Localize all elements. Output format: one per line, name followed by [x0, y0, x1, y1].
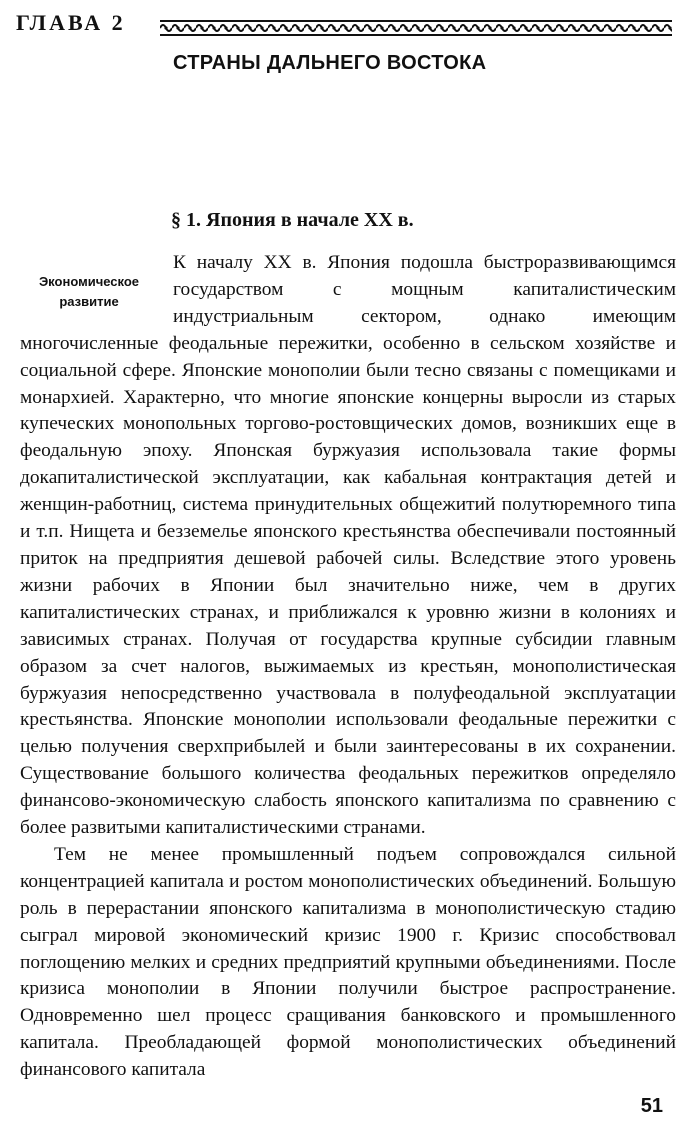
margin-note-space [20, 250, 173, 330]
margin-note-line1: Экономическое [38, 274, 140, 289]
paragraph-2: Тем не менее промышленный подъем сопровождался сильной концентрацией капитала и ростом монополистических объединений. Большую роль в перерастании японского капитализма в монополистическую стадию сыграл мировой экономический кризис 1900 г. Кризис способствовал поглощению мелких и средних предприятий крупными объединениями. После кризиса монополии в Японии получили быстрое распространение. Одновременно шел процесс сращивания банковского и промышленного капитала. Преобладающей формой монополистических объединений финансового капитала [20, 843, 676, 1081]
body-text [20, 250, 676, 1084]
page-number: 51 [640, 1095, 663, 1117]
section-title: § 1. Япония в начале XX в. [171, 209, 414, 231]
chapter-title: СТРАНЫ ДАЛЬНЕГО ВОСТОКА [173, 52, 487, 74]
decorative-ornament-band [160, 20, 672, 36]
chapter-label: ГЛАВА 2 [16, 10, 126, 35]
paragraph-1: К началу XX в. Япония подошла быстроразвивающимся государством с мощным капиталистическим индустриальным сектором, однако имеющим многочисленные феодальные пережитки, особенно в сельском хозяйстве и социальной сфере. Японские монополии были тесно связаны с помещиками и монархией. Характерно, что многие японские концерны выросли из старых купеческих монопольных торгово-ростовщических домов, возникших еще в феодальную эпоху. Японская буржуазия использовала такие формы докапиталистической эксплуатации, как кабальная контрактация детей и женщин-работниц, система принудительных общежитий полутюремного типа и т.п. Нищета и безземелье японского крестьянства обеспечивали постоянный приток на предприятия дешевой рабочей силы. Вследствие этого уровень жизни рабочих в Японии был значительно ниже, чем в других капиталистических странах, и приближался к уровню жизни в колониях и зависимых странах. Получая от государства крупные субсидии главным образом за счет налогов, выжимаемых из крестьян, монополистическая буржуазия непосредственно участвовала в полуфеодальной эксплуатации крестьянства. Японские монополии использовали феодальные пережитки с целью получения сверхприбылей и были заинтересованы в их сохранении. Существование большого количества феодальных пережитков определяло финансово-экономическую слабость японского капитализма по сравнению с более развитыми капиталистическими странами. [20, 252, 676, 839]
margin-note-line2: развитие [59, 294, 119, 309]
